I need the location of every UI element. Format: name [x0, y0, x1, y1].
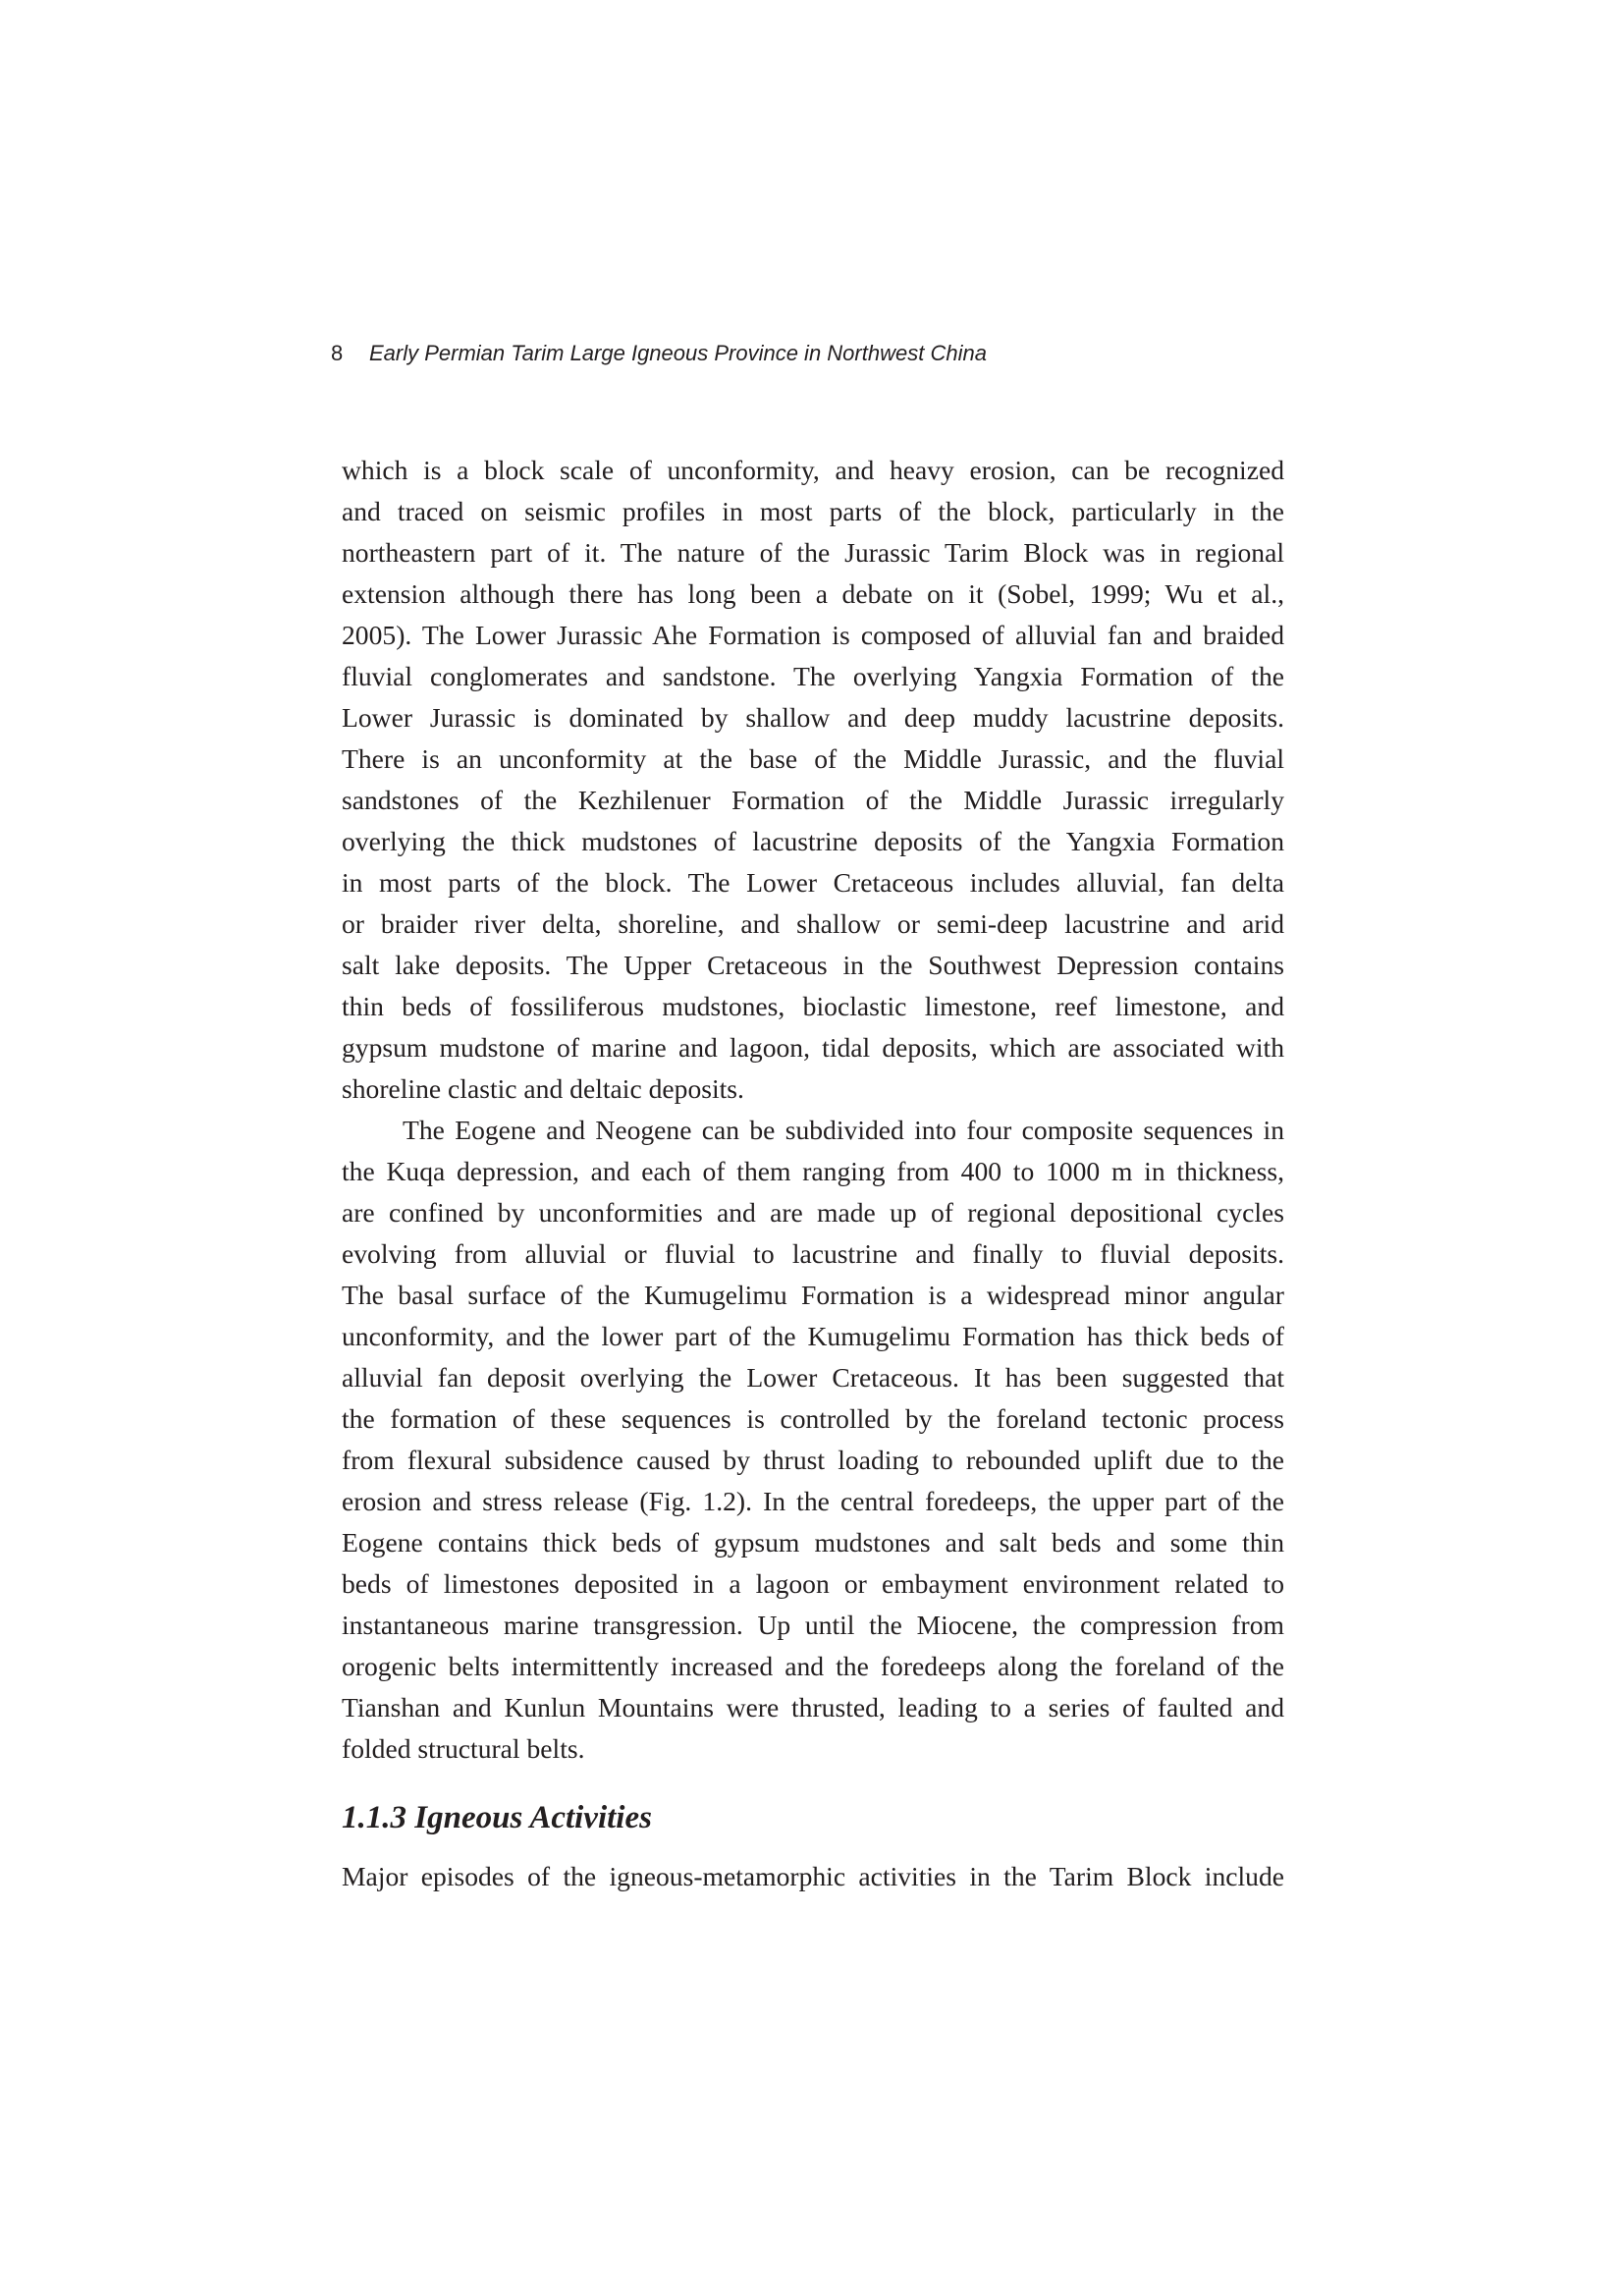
text-line: beds of limestones deposited in a lagoon or embayment environment related to — [342, 1568, 1284, 1599]
text-line: Major episodes of the igneous-metamorphic activities in the Tarim Block include — [342, 1861, 1284, 1891]
text-line: The Eogene and Neogene can be subdivided into four composite sequences in — [403, 1115, 1284, 1145]
text-line: sandstones of the Kezhilenuer Formation of the Middle Jurassic irregularly — [342, 785, 1284, 815]
text-line: thin beds of fossiliferous mudstones, bioclastic limestone, reef limestone, and — [342, 991, 1284, 1021]
text-line: are confined by unconformities and are made up of regional depositional cycles — [342, 1197, 1284, 1228]
text-line: folded structural belts. — [342, 1733, 585, 1764]
text-line: Lower Jurassic is dominated by shallow and deep muddy lacustrine deposits. — [342, 702, 1284, 733]
body-text — [342, 450, 1284, 1897]
text-line: salt lake deposits. The Upper Cretaceous in the Southwest Depression contains — [342, 950, 1284, 980]
book-title: Early Permian Tarim Large Igneous Province in Northwest China — [369, 341, 987, 365]
text-line: instantaneous marine transgression. Up until the Miocene, the compression from — [342, 1610, 1284, 1640]
text-line: which is a block scale of unconformity, and heavy erosion, can be recognized — [342, 455, 1284, 485]
text-line: alluvial fan deposit overlying the Lower Cretaceous. It has been suggested that — [342, 1362, 1284, 1393]
section-heading: 1.1.3 Igneous Activities — [342, 1800, 652, 1835]
text-line: or braider river delta, shoreline, and shallow or semi-deep lacustrine and arid — [342, 908, 1284, 939]
text-line: The basal surface of the Kumugelimu Formation is a widespread minor angular — [342, 1280, 1284, 1310]
text-line: northeastern part of it. The nature of the Jurassic Tarim Block was in regional — [342, 537, 1284, 568]
text-line: the Kuqa depression, and each of them ranging from 400 to 1000 m in thickness, — [342, 1156, 1284, 1186]
page-number: 8 — [331, 341, 344, 365]
text-line: from flexural subsidence caused by thrust loading to rebounded uplift due to the — [342, 1445, 1284, 1475]
text-line: unconformity, and the lower part of the Kumugelimu Formation has thick beds of — [342, 1321, 1284, 1351]
text-line: and traced on seismic profiles in most parts of the block, particularly in the — [342, 496, 1284, 526]
text-line: extension although there has long been a debate on it (Sobel, 1999; Wu et al., — [342, 578, 1284, 609]
text-line: shoreline clastic and deltaic deposits. — [342, 1073, 744, 1104]
text-line: There is an unconformity at the base of the Middle Jurassic, and the fluvial — [342, 743, 1284, 774]
text-line: Tianshan and Kunlun Mountains were thrusted, leading to a series of faulted and — [342, 1692, 1284, 1722]
text-line: orogenic belts intermittently increased and the foredeeps along the foreland of the — [342, 1651, 1284, 1681]
text-line: 2005). The Lower Jurassic Ahe Formation is composed of alluvial fan and braided — [342, 620, 1284, 650]
text-line: evolving from alluvial or fluvial to lacustrine and finally to fluvial deposits. — [342, 1238, 1284, 1269]
text-line: gypsum mudstone of marine and lagoon, tidal deposits, which are associated with — [342, 1032, 1284, 1063]
text-line: erosion and stress release (Fig. 1.2). In the central foredeeps, the upper part of the — [342, 1486, 1284, 1516]
text-line: Eogene contains thick beds of gypsum mudstones and salt beds and some thin — [342, 1527, 1284, 1558]
running-head — [331, 340, 987, 367]
paragraph-jurassic-cretaceous — [342, 450, 1284, 1110]
text-line: overlying the thick mudstones of lacustrine deposits of the Yangxia Formation — [342, 826, 1284, 856]
text-line: the formation of these sequences is controlled by the foreland tectonic process — [342, 1403, 1284, 1434]
text-line: fluvial conglomerates and sandstone. The overlying Yangxia Formation of the — [342, 661, 1284, 691]
paragraph-eogene-neogene — [342, 1110, 1284, 1770]
paragraph-igneous-activities — [342, 1856, 1284, 1897]
text-line: in most parts of the block. The Lower Cretaceous includes alluvial, fan delta — [342, 867, 1284, 898]
